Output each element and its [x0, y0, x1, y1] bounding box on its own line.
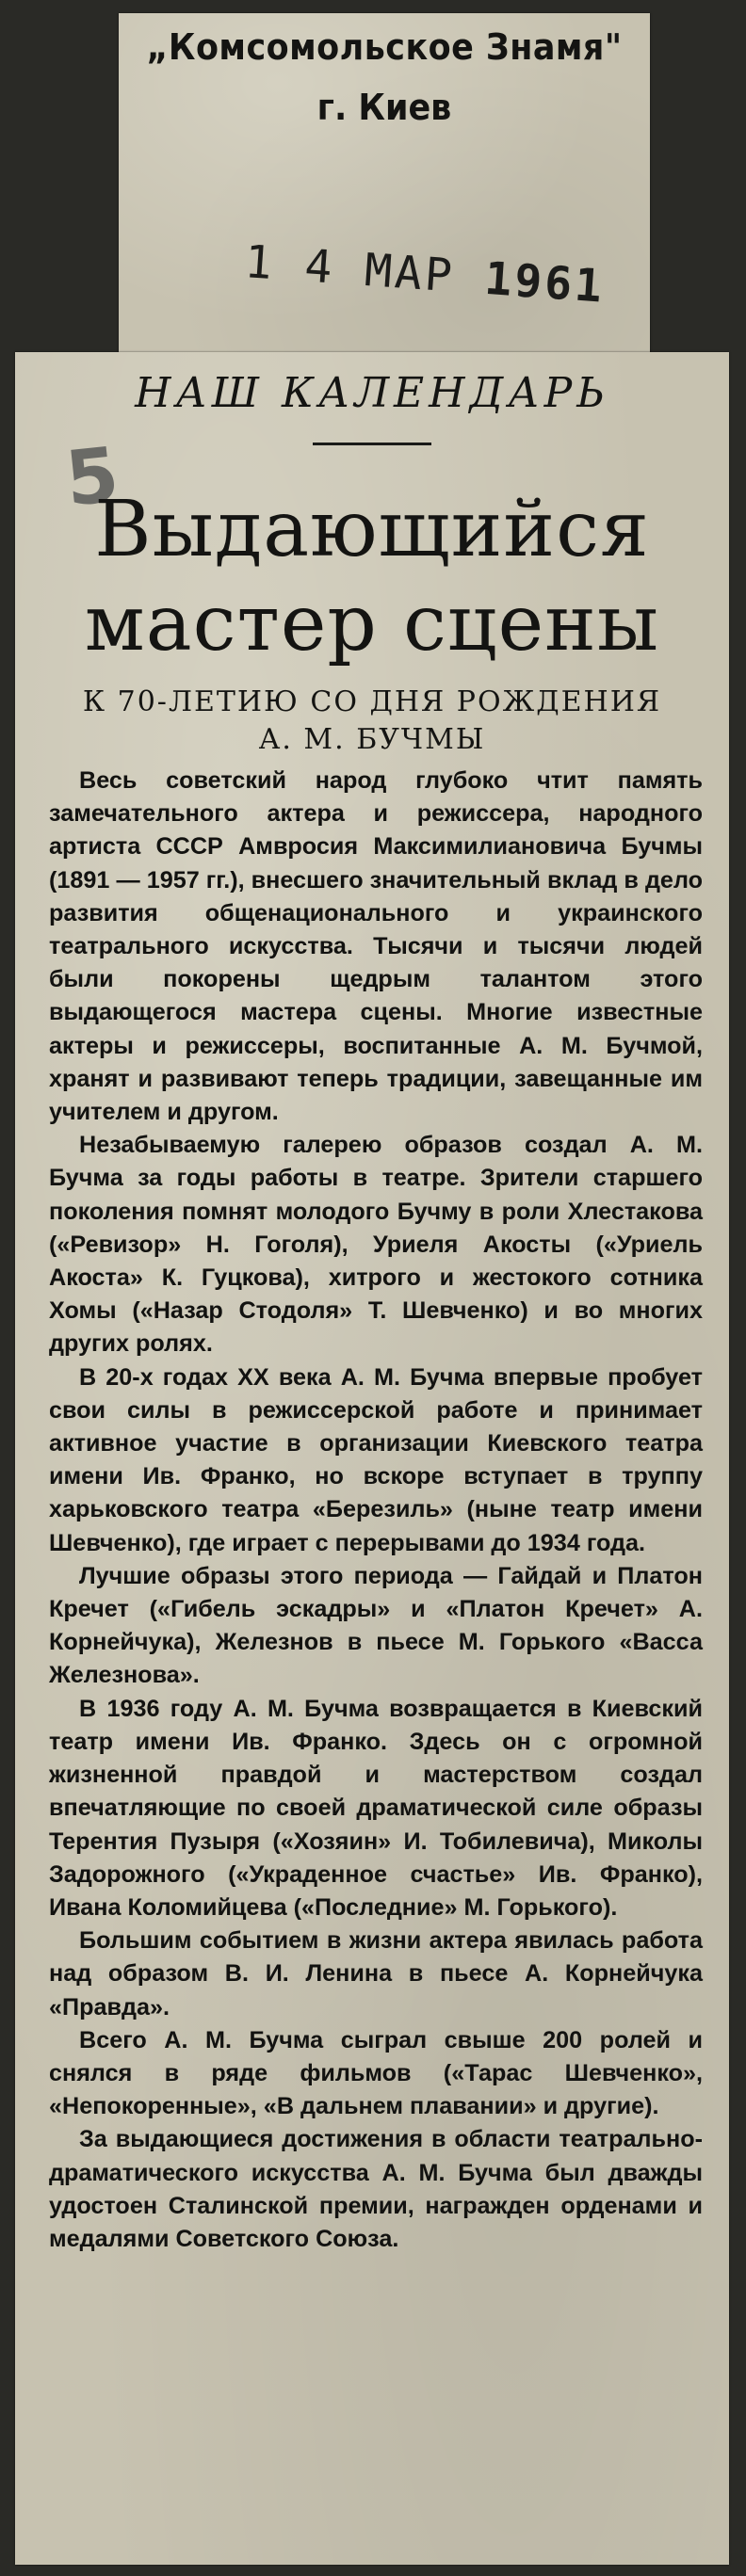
paragraph: Незабываемую галерею образов создал А. М. Бучма за годы работы в театре. Зрители старшего поколения помнят молодого Бучму в роли Хлестакова («Ревизор» Н. Гоголя), Уриеля Акосты («Уриель Акоста» К. Гуцкова), хитрого и жестокого сотника Хомы («Назар Стодоля» Т. Шевченко) и во многих других ролях.: [49, 1132, 703, 1358]
paragraph: Весь советский народ глубоко чтит память замечательного актера и режиссера, народного артиста СССР Амвросия Максимилиановича Бучмы (1891 — 1957 гг.), внесшего значительный вклад в дело развития общенационального и украинского театрального искусства. Тысячи и тысячи людей были покорены щедрым талантом этого выдающегося мастера сцены. Многие известные актеры и режиссеры, воспитанные А. М. Бучмой, хранят и развивают теперь традиции, завещанные им учителем и другом.: [49, 767, 703, 1126]
paragraph: Лучшие образы этого периода — Гайдай и Платон Кречет («Гибель эскадры» и «Платон Кречет» А. Корнейчука), Железнов в пьесе М. Горького «Васса Железнова».: [49, 1562, 703, 1689]
headline-line-1: Выдающийся: [94, 485, 650, 574]
subtitle-line-2: А. М. БУЧМЫ: [258, 723, 486, 756]
paragraph: Большим событием в жизни актера явилась работа над образом В. И. Ленина в пьесе А. Корнейчука «Правда».: [49, 1927, 703, 2021]
rubric-heading: НАШ КАЛЕНДАРЬ: [135, 369, 609, 417]
paragraph: За выдающиеся достижения в области театрально-драматического искусства А. М. Бучма был дважды удостоен Сталинской премии, награжден орденами и медалями Советского Союза.: [49, 2126, 703, 2252]
headline-line-2: мастер сцены: [84, 579, 660, 668]
paragraph: В 1936 году А. М. Бучма возвращается в Киевский театр имени Ив. Франко. Здесь он с огромной жизненной правдой и мастерством создал впечатляющие по своей драматической силе образы Терентия Пузыря («Хозяин» И. Тобилевича), Миколы Задорожного («Украденное счастье» Ив. Франко), Ивана Коломийцева («Последние» М. Горького).: [49, 1695, 703, 1921]
article-body: [49, 765, 703, 2256]
rubric-divider: [313, 443, 431, 445]
date-stamp-year: 1961: [482, 251, 607, 314]
newspaper-name: „Комсомольское Знамя": [146, 26, 623, 68]
subtitle-line-1: К 70-ЛЕТИЮ СО ДНЯ РОЖДЕНИЯ: [82, 685, 662, 718]
article-clipping: [15, 352, 729, 2565]
paragraph: В 20-х годах XX века А. М. Бучма впервые пробует свои силы в режиссерской работе и принимает активное участие в организации Киевского театра имени Ив. Франко, но вскоре вступает в труппу харьковского театра «Березиль» (ныне театр имени Шевченко), где играет с перерывами до 1934 года.: [49, 1363, 703, 1556]
newspaper-city: г. Киев: [316, 87, 452, 128]
date-stamp-day-month: 1 4 МАР: [243, 235, 457, 303]
date-stamp: [243, 235, 607, 314]
newspaper-label-slip: [119, 13, 650, 363]
pencil-mark: 5: [61, 430, 123, 523]
paragraph: Всего А. М. Бучма сыграл свыше 200 ролей и снялся в ряде фильмов («Тарас Шевченко», «Непокоренные», «В дальнем плавании» и другие).: [49, 2026, 703, 2120]
